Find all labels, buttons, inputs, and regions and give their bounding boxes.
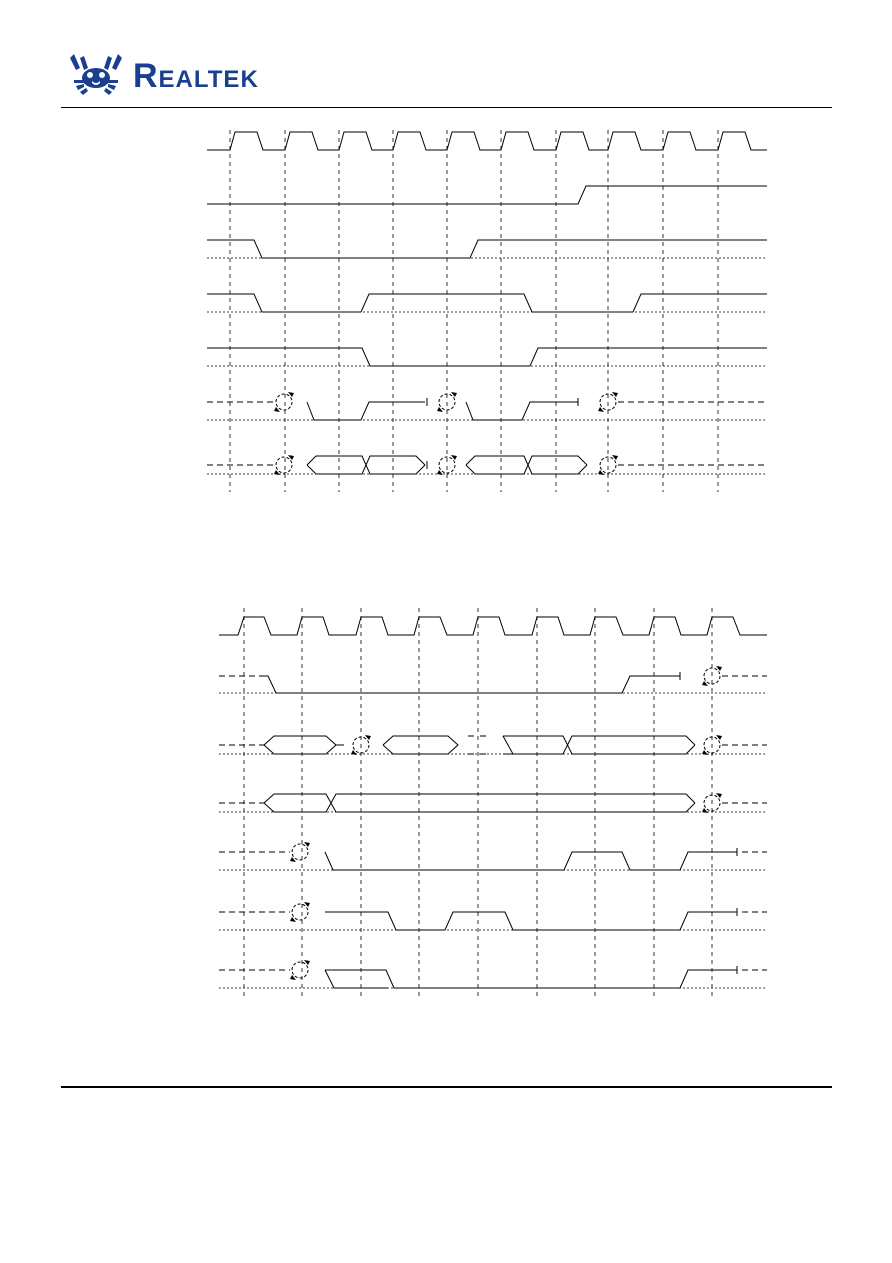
bus-data-2-waveform bbox=[219, 794, 767, 812]
signal-2-waveform bbox=[219, 848, 767, 870]
signal-3-waveform bbox=[219, 908, 767, 930]
signal-4-waveform bbox=[219, 966, 767, 988]
turnaround-marker-icon bbox=[290, 666, 722, 980]
clock-waveform bbox=[219, 617, 767, 635]
signal-1-waveform bbox=[219, 672, 767, 693]
footer-divider bbox=[61, 1086, 832, 1088]
bus-data-1-waveform bbox=[219, 736, 767, 754]
grid-lines bbox=[244, 608, 712, 998]
company-name: Realtek bbox=[133, 57, 259, 95]
